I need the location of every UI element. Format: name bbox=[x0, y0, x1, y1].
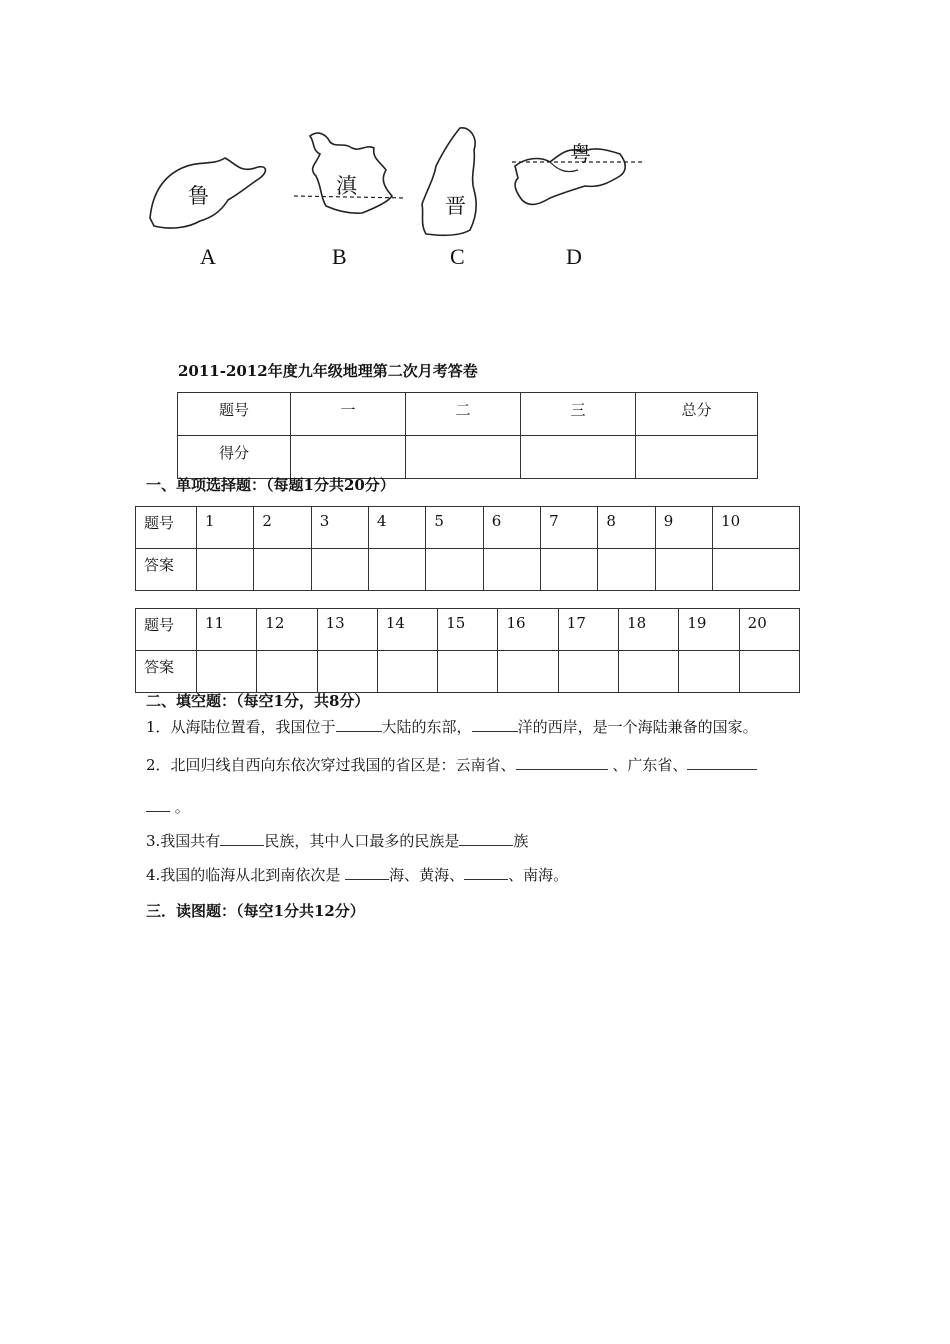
question-number: 2 bbox=[254, 507, 311, 549]
q2-blank-2[interactable] bbox=[687, 755, 757, 770]
score-header-cell: 总分 bbox=[636, 393, 758, 436]
province-maps-figure bbox=[130, 118, 670, 278]
map-letter-d: D bbox=[566, 244, 582, 269]
q3-text-c: 族 bbox=[513, 832, 529, 850]
question-number: 13 bbox=[317, 609, 377, 651]
answer-cell[interactable] bbox=[197, 549, 254, 591]
question-number: 12 bbox=[257, 609, 317, 651]
q1-blank-2[interactable] bbox=[472, 717, 518, 732]
answer-table-2-answer-row bbox=[136, 651, 800, 693]
q3-blank-1[interactable] bbox=[220, 831, 264, 846]
answer-cell[interactable] bbox=[498, 651, 558, 693]
answer-cell[interactable] bbox=[679, 651, 739, 693]
q1-text-c: 洋的西岸，是一个海陆兼备的国家。 bbox=[517, 718, 758, 736]
answer-cell[interactable] bbox=[438, 651, 498, 693]
score-cell bbox=[406, 436, 521, 479]
q2-blank-2-cont[interactable] bbox=[146, 797, 170, 812]
answer-cell[interactable] bbox=[558, 651, 618, 693]
score-header-cell: 三 bbox=[521, 393, 636, 436]
answer-table-2-number-row bbox=[136, 609, 800, 651]
section2-heading: 二、填空题：（每空1分，共8分） bbox=[146, 692, 370, 710]
q2-blank-1[interactable] bbox=[516, 755, 608, 770]
question-number: 1 bbox=[197, 507, 254, 549]
map-label-c: 晋 bbox=[445, 194, 466, 218]
answer-table-1 bbox=[135, 506, 800, 591]
fill-question-1 bbox=[146, 716, 758, 737]
question-number: 9 bbox=[655, 507, 712, 549]
question-number: 8 bbox=[598, 507, 655, 549]
answer-label: 答案 bbox=[136, 549, 197, 591]
fill-question-2-cont bbox=[146, 796, 190, 817]
question-number: 14 bbox=[377, 609, 437, 651]
map-label-d: 粤 bbox=[570, 142, 591, 166]
answer-cell[interactable] bbox=[311, 549, 368, 591]
question-number: 7 bbox=[541, 507, 598, 549]
answer-cell[interactable] bbox=[369, 549, 426, 591]
q4-text-b: 海、黄海、 bbox=[389, 866, 465, 884]
fill-question-2 bbox=[146, 754, 757, 775]
question-number: 10 bbox=[713, 507, 800, 549]
score-header-cell: 二 bbox=[406, 393, 521, 436]
fill-question-3 bbox=[146, 830, 528, 851]
question-number: 4 bbox=[369, 507, 426, 549]
answer-cell[interactable] bbox=[254, 549, 311, 591]
q4-blank-2[interactable] bbox=[464, 865, 508, 880]
score-cell bbox=[636, 436, 758, 479]
q2-text-b: 、广东省、 bbox=[607, 756, 688, 774]
map-letter-a: A bbox=[200, 244, 216, 269]
q1-blank-1[interactable] bbox=[336, 717, 382, 732]
section1-heading: 一、单项选择题：（每题1分共20分） bbox=[146, 476, 395, 494]
score-cell bbox=[521, 436, 636, 479]
score-table bbox=[177, 392, 758, 479]
exam-title: 2011-2012年度九年级地理第二次月考答卷 bbox=[178, 362, 478, 380]
score-table-row bbox=[178, 436, 758, 479]
answer-cell[interactable] bbox=[426, 549, 483, 591]
answer-cell[interactable] bbox=[377, 651, 437, 693]
answer-cell[interactable] bbox=[541, 549, 598, 591]
question-number-label: 题号 bbox=[136, 609, 197, 651]
map-label-b: 滇 bbox=[336, 174, 357, 198]
q3-text-b: 民族，其中人口最多的民族是 bbox=[264, 832, 460, 850]
answer-cell[interactable] bbox=[197, 651, 257, 693]
answer-cell[interactable] bbox=[317, 651, 377, 693]
answer-table-1-answer-row bbox=[136, 549, 800, 591]
answer-cell[interactable] bbox=[739, 651, 799, 693]
answer-cell[interactable] bbox=[713, 549, 800, 591]
question-number: 5 bbox=[426, 507, 483, 549]
q4-blank-1[interactable] bbox=[345, 865, 389, 880]
q4-text-c: 、南海。 bbox=[508, 866, 569, 884]
q1-text-a: 1．从海陆位置看，我国位于 bbox=[146, 718, 336, 736]
q2-text-a: 2．北回归线自西向东依次穿过我国的省区是：云南省、 bbox=[146, 756, 516, 774]
question-number: 6 bbox=[483, 507, 540, 549]
answer-cell[interactable] bbox=[619, 651, 679, 693]
map-letter-b: B bbox=[332, 244, 347, 269]
question-number: 11 bbox=[197, 609, 257, 651]
answer-cell[interactable] bbox=[655, 549, 712, 591]
answer-label: 答案 bbox=[136, 651, 197, 693]
fill-question-4 bbox=[146, 864, 568, 885]
question-number-label: 题号 bbox=[136, 507, 197, 549]
q4-text-a: 4.我国的临海从北到南依次是 bbox=[146, 866, 346, 884]
answer-cell[interactable] bbox=[257, 651, 317, 693]
q3-text-a: 3.我国共有 bbox=[146, 832, 221, 850]
map-letter-c: C bbox=[450, 244, 465, 269]
question-number: 19 bbox=[679, 609, 739, 651]
q2-text-c: 。 bbox=[170, 798, 190, 816]
question-number: 18 bbox=[619, 609, 679, 651]
question-number: 16 bbox=[498, 609, 558, 651]
score-cell bbox=[291, 436, 406, 479]
q1-text-b: 大陆的东部， bbox=[381, 718, 472, 736]
section3-heading: 三．读图题：（每空1分共12分） bbox=[146, 902, 365, 920]
score-header-cell: 题号 bbox=[178, 393, 291, 436]
answer-table-2 bbox=[135, 608, 800, 693]
q3-blank-2[interactable] bbox=[459, 831, 513, 846]
answer-cell[interactable] bbox=[483, 549, 540, 591]
score-table-header-row bbox=[178, 393, 758, 436]
question-number: 15 bbox=[438, 609, 498, 651]
answer-table-1-number-row bbox=[136, 507, 800, 549]
score-header-cell: 一 bbox=[291, 393, 406, 436]
map-label-a: 鲁 bbox=[188, 184, 209, 208]
question-number: 3 bbox=[311, 507, 368, 549]
score-row-label: 得分 bbox=[178, 436, 291, 479]
question-number: 20 bbox=[739, 609, 799, 651]
question-number: 17 bbox=[558, 609, 618, 651]
answer-cell[interactable] bbox=[598, 549, 655, 591]
